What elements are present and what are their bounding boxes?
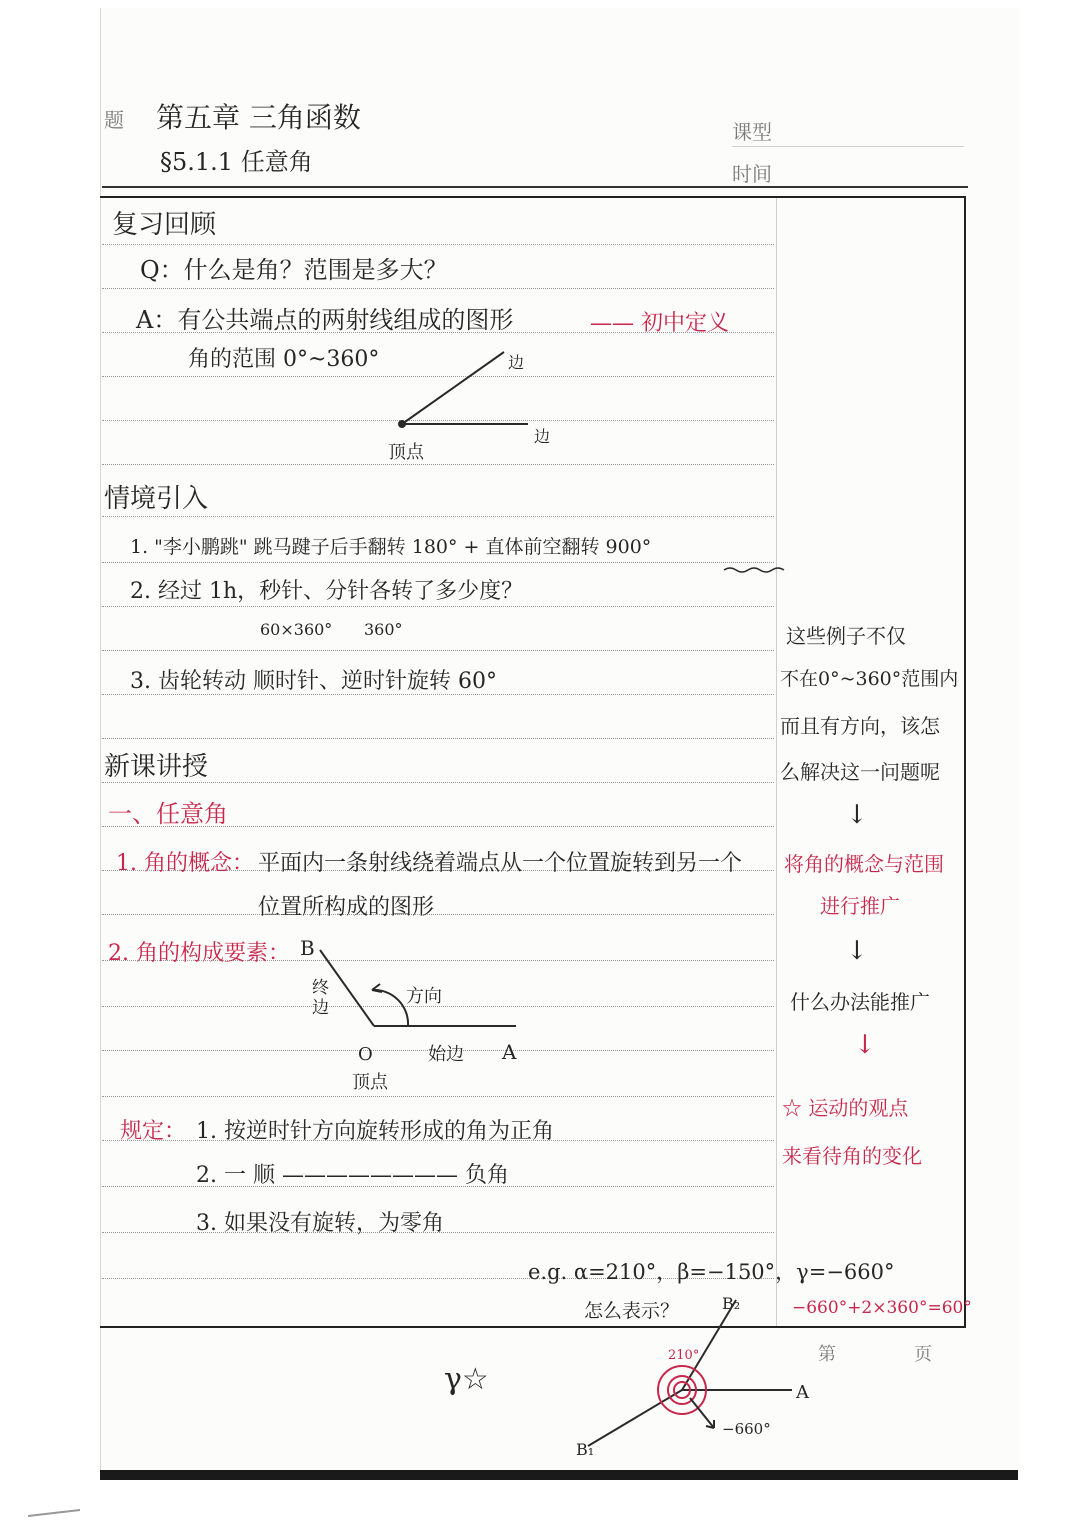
time-label: 时间 [732, 162, 772, 186]
concept-text: 平面内一条射线绕着端点从一个位置旋转到另一个 [258, 851, 743, 876]
angle-210-label: 210° [668, 1348, 700, 1363]
a-axis-label: A [796, 1382, 809, 1403]
rule-2: 2. 一 顺 ———————— 负角 [196, 1163, 509, 1188]
margin-note-6: 进行推广 [820, 894, 900, 918]
example-angles: e.g. α=210°，β=−150°，γ=−660° [528, 1260, 895, 1284]
wavy-underline [724, 568, 784, 572]
margin-note-5: 将角的概念与范围 [784, 852, 944, 876]
rule-1: 1. 按逆时针方向旋转形成的角为正角 [196, 1119, 554, 1144]
angle-elements-diagram [320, 950, 516, 1026]
topic-label: 题 [104, 108, 124, 132]
edge-label-lower: 边 [534, 427, 551, 446]
edge-label-upper: 边 [508, 353, 525, 372]
coterminal-diagram [588, 1300, 792, 1446]
arrow-down-icon: ↓ [846, 936, 868, 966]
rule-3: 3. 如果没有旋转，为零角 [196, 1211, 444, 1236]
how-to-represent: 怎么表示？ [584, 1300, 680, 1322]
vertex-label: 顶点 [388, 442, 424, 463]
margin-note-2: 不在0°~360°范围内 [780, 668, 959, 690]
margin-note-1: 这些例子不仅 [786, 624, 906, 648]
chapter-title: 第五章 三角函数 [156, 101, 361, 134]
margin-note-7: 什么办法能推广 [790, 990, 930, 1014]
margin-note-4: 么解决这一问题呢 [780, 760, 940, 784]
intro-item-2: 2. 经过 1h，秒针、分针各转了多少度？ [130, 579, 524, 604]
direction-label: 方向 [406, 986, 442, 1007]
concept-label: 1. 角的概念： [116, 851, 254, 876]
neg660-label: −660° [722, 1420, 771, 1438]
angle-range: 角的范围 0°~360° [188, 347, 380, 372]
junior-definition-note: —— 初中定义 [590, 311, 729, 336]
new-lesson-heading: 新课讲授 [104, 752, 209, 782]
page-number-di: 第 [818, 1344, 836, 1365]
page-number-ye: 页 [914, 1344, 932, 1365]
b2-label: B₂ [722, 1294, 741, 1313]
margin-note-8: ☆ 运动的观点 [782, 1096, 909, 1120]
b1-label: B₁ [576, 1440, 595, 1459]
intro-item-2-sub1: 60×360° [260, 620, 333, 639]
terminal-side-label: 终边 [312, 978, 329, 1018]
concept-text-2: 位置所构成的图形 [258, 895, 435, 920]
arrow-down-icon: ↓ [846, 800, 868, 830]
elements-label: 2. 角的构成要素： [108, 941, 290, 966]
section-title: §5.1.1 任意角 [160, 148, 313, 176]
arrow-down-icon: ↓ [854, 1030, 876, 1060]
review-angle-diagram [399, 352, 528, 427]
intro-item-1: 1. "李小鹏跳" 跳马踺子后手翻转 180° + 直体前空翻转 900° [130, 536, 652, 558]
page-edge-mark [28, 1510, 80, 1516]
margin-note-9: 来看待角的变化 [782, 1144, 922, 1168]
review-answer: A：有公共端点的两射线组成的图形 [136, 306, 514, 334]
intro-heading: 情境引入 [104, 484, 209, 514]
any-angle-subheading: 一、任意角 [108, 800, 228, 828]
lesson-type-label: 课型 [732, 120, 772, 144]
point-b-label: B [300, 936, 315, 960]
point-a-label: A [502, 1040, 517, 1064]
review-question: Q：什么是角？范围是多大？ [140, 256, 448, 284]
margin-note-3: 而且有方向，该怎 [780, 714, 940, 738]
intro-item-3: 3. 齿轮转动 顺时针、逆时针旋转 60° [130, 669, 497, 694]
rule-label: 规定： [120, 1119, 187, 1144]
initial-side-label: 始边 [428, 1044, 464, 1065]
vertex-label-2: 顶点 [352, 1072, 388, 1093]
intro-item-2-sub2: 360° [364, 620, 403, 639]
gamma-star-note: γ☆ [444, 1362, 489, 1397]
review-heading: 复习回顾 [112, 210, 217, 240]
coterminal-calc: −660°+2×360°=60° [792, 1298, 972, 1318]
point-o-label: O [358, 1044, 373, 1065]
